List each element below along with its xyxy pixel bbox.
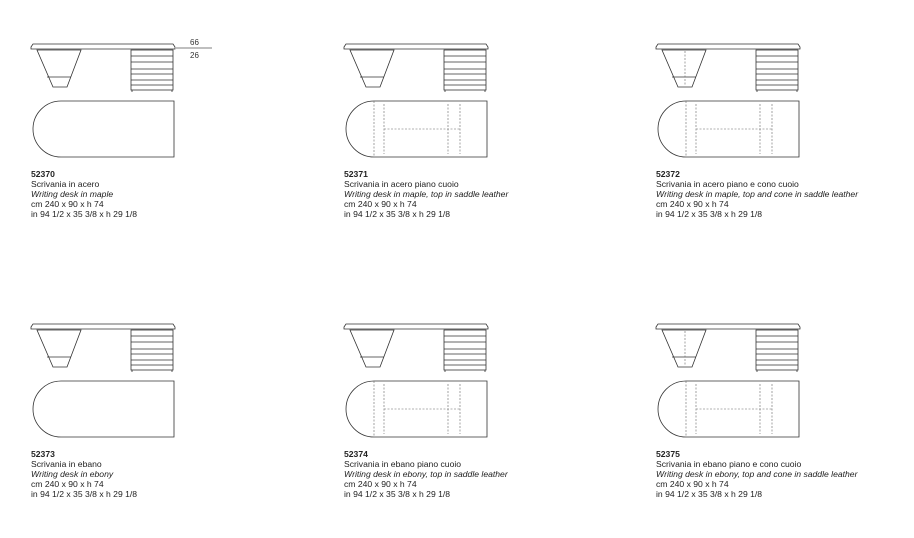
cone-leg: [37, 50, 81, 87]
desk-drawing: [31, 322, 181, 442]
product-size-cm: cm 240 x 90 x h 74: [344, 199, 417, 209]
product-size-inches: in 94 1/2 x 35 3/8 x h 29 1/8: [344, 209, 451, 219]
product-name-italian: Scrivania in ebano piano cuoio: [344, 459, 462, 469]
cone-leg: [350, 330, 394, 367]
product-item: [656, 42, 914, 242]
cone-leg: [662, 50, 706, 87]
product-item: [344, 42, 634, 242]
product-name-italian: Scrivania in ebano: [31, 459, 102, 469]
desk-top-elevation: [656, 44, 800, 49]
product-name-italian: Scrivania in acero piano e cono cuoio: [656, 179, 799, 189]
desk-top-plan: [33, 381, 174, 437]
product-caption: [656, 169, 858, 219]
product-name-english: Writing desk in ebony, top and cone in saddle leather: [656, 469, 858, 479]
desk-top-elevation: [344, 44, 488, 49]
product-name-italian: Scrivania in acero piano cuoio: [344, 179, 459, 189]
product-item: [344, 322, 634, 522]
product-size-inches: in 94 1/2 x 35 3/8 x h 29 1/8: [656, 489, 763, 499]
desk-top-plan: [33, 101, 174, 157]
product-name-english: Writing desk in ebony: [31, 469, 114, 479]
product-caption: [31, 169, 137, 219]
product-code: 52374: [344, 449, 368, 459]
product-code: 52371: [344, 169, 368, 179]
product-size-cm: cm 240 x 90 x h 74: [656, 479, 729, 489]
product-name-italian: Scrivania in acero: [31, 179, 100, 189]
desk-drawing: [344, 42, 494, 162]
desk-drawing: [656, 322, 806, 442]
product-size-cm: cm 240 x 90 x h 74: [31, 479, 104, 489]
cone-leg: [662, 330, 706, 367]
product-caption: [31, 449, 137, 499]
product-caption: [344, 169, 508, 219]
product-size-inches: in 94 1/2 x 35 3/8 x h 29 1/8: [31, 209, 138, 219]
product-item: [31, 322, 321, 522]
product-code: 52370: [31, 169, 55, 179]
desk-top-elevation: [344, 324, 488, 329]
cone-leg: [350, 50, 394, 87]
desk-top-elevation: [656, 324, 800, 329]
product-name-english: Writing desk in ebony, top in saddle leather: [344, 469, 508, 479]
product-size-inches: in 94 1/2 x 35 3/8 x h 29 1/8: [344, 489, 451, 499]
product-name-italian: Scrivania in ebano piano e cono cuoio: [656, 459, 802, 469]
product-name-english: Writing desk in maple, top and cone in saddle leather: [656, 189, 859, 199]
dimension-bottom-label: 26: [190, 51, 199, 60]
cone-leg: [37, 330, 81, 367]
product-item: [656, 322, 914, 522]
product-size-cm: cm 240 x 90 x h 74: [344, 479, 417, 489]
product-code: 52372: [656, 169, 680, 179]
product-size-cm: cm 240 x 90 x h 74: [31, 199, 104, 209]
product-name-english: Writing desk in maple: [31, 189, 114, 199]
product-caption: [656, 449, 857, 499]
desk-drawing: [31, 42, 181, 162]
desk-drawing: [656, 42, 806, 162]
product-code: 52373: [31, 449, 55, 459]
product-item: [31, 42, 321, 242]
dimension-top-label: 66: [190, 38, 199, 47]
product-size-cm: cm 240 x 90 x h 74: [656, 199, 729, 209]
desk-drawing: [344, 322, 494, 442]
desk-top-elevation: [31, 44, 175, 49]
product-size-inches: in 94 1/2 x 35 3/8 x h 29 1/8: [656, 209, 763, 219]
product-caption: [344, 449, 508, 499]
product-size-inches: in 94 1/2 x 35 3/8 x h 29 1/8: [31, 489, 138, 499]
desk-top-elevation: [31, 324, 175, 329]
product-name-english: Writing desk in maple, top in saddle leather: [344, 189, 509, 199]
product-code: 52375: [656, 449, 680, 459]
